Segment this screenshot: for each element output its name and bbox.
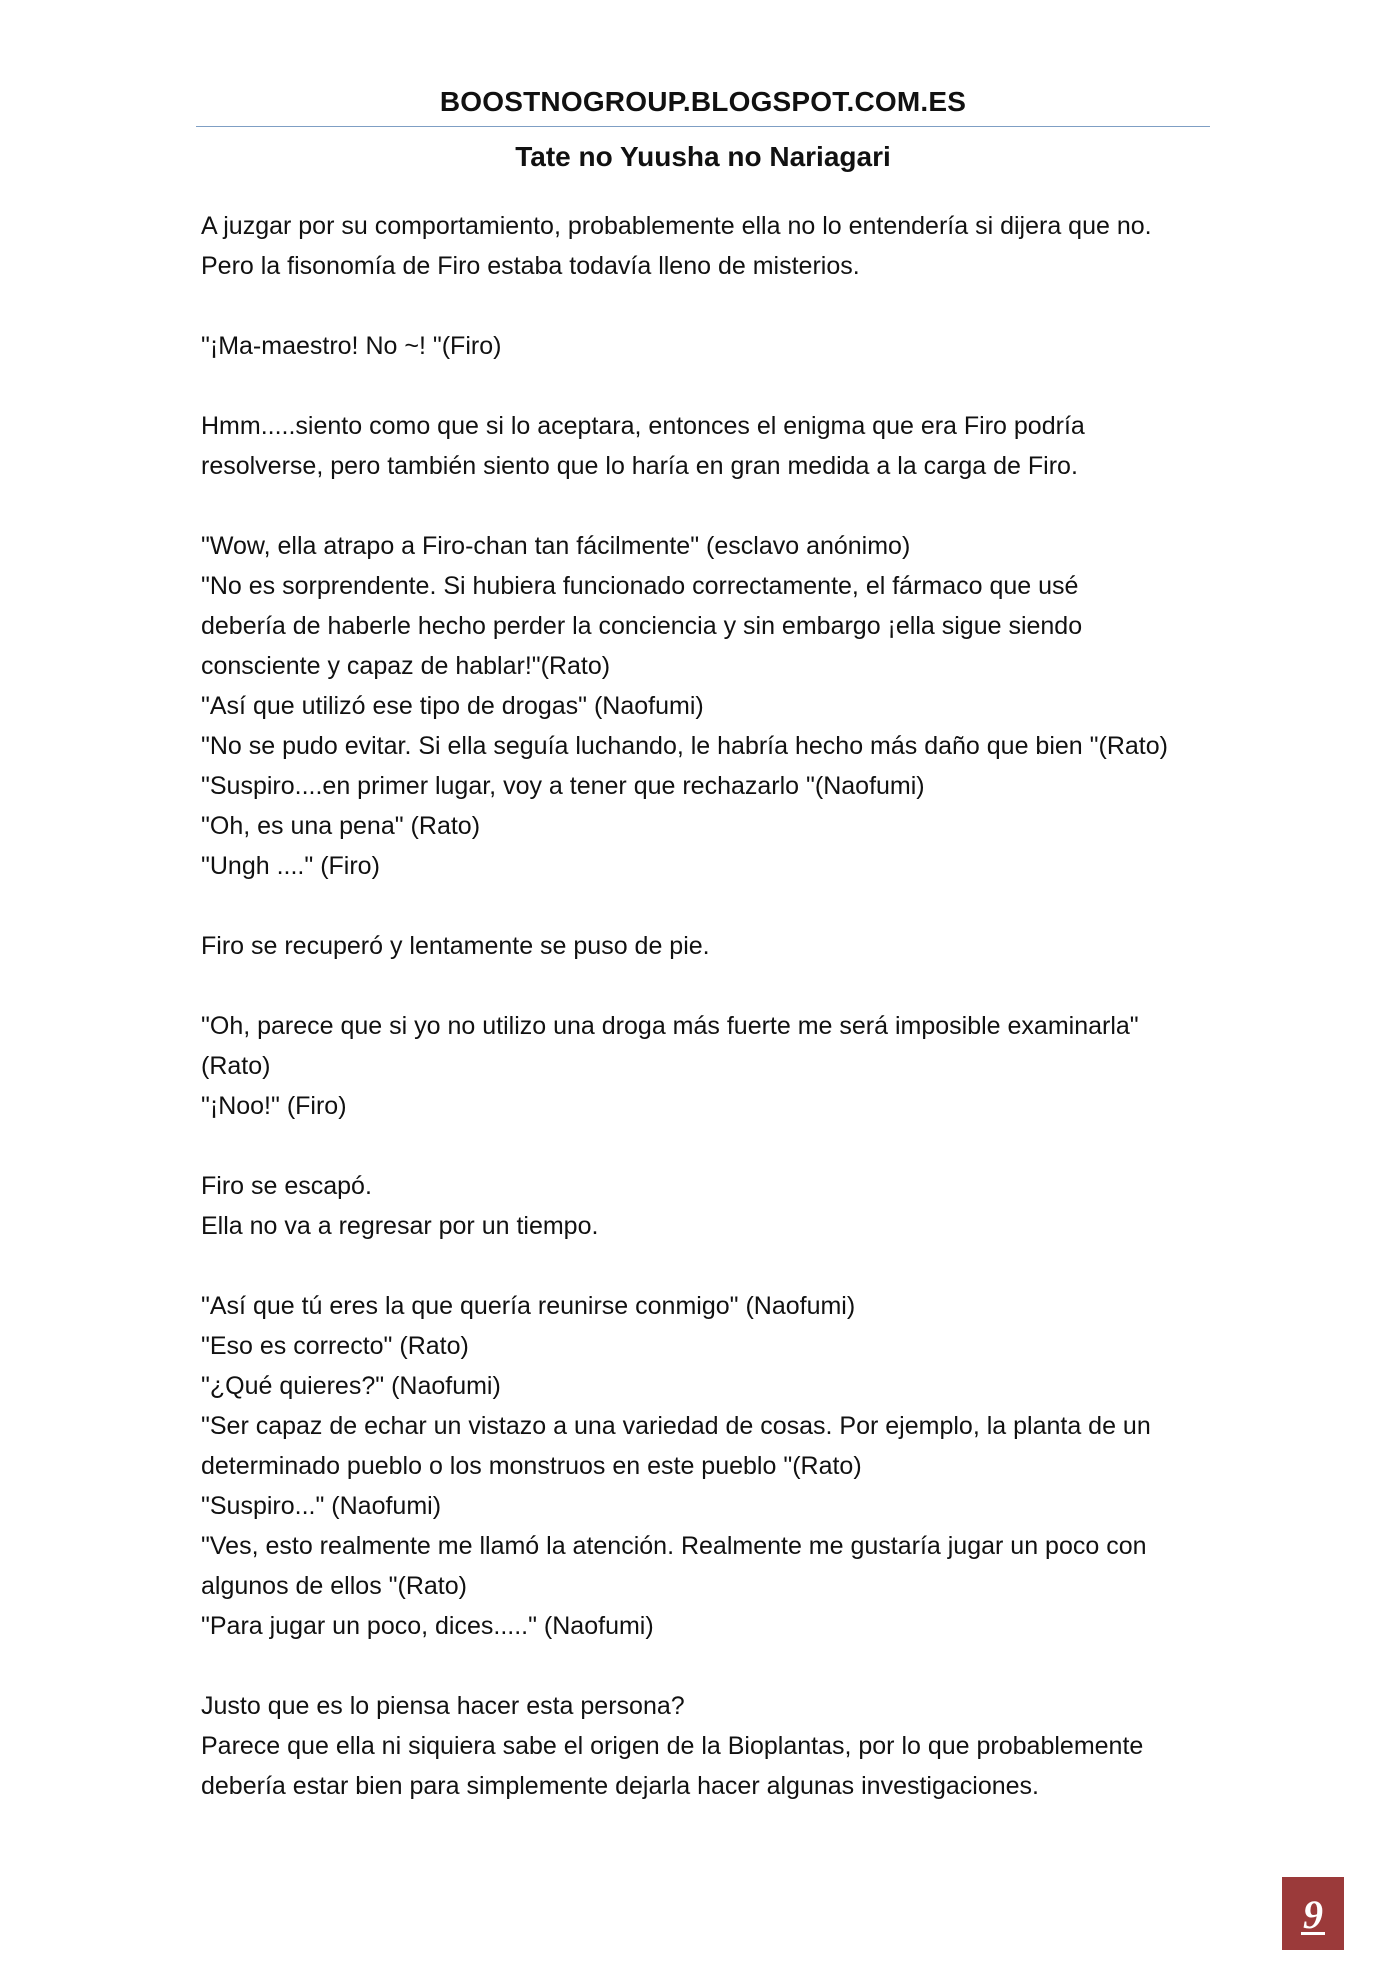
text-line: "Así que tú eres la que quería reunirse conmigo" (Naofumi): [201, 1292, 856, 1320]
text-line: "No es sorprendente. Si hubiera funcionado correctamente, el fármaco que usé: [201, 572, 1079, 600]
text-line: Parece que ella ni siquiera sabe el origen de la Bioplantas, por lo que probablemente: [201, 1732, 1144, 1760]
text-line: (Rato): [201, 1052, 271, 1080]
text-line: "Ungh ...." (Firo): [201, 852, 380, 880]
text-line: "¡Ma-maestro! No ~! "(Firo): [201, 332, 502, 360]
text-line: "Para jugar un poco, dices....." (Naofumi): [201, 1612, 654, 1640]
text-line: "Así que utilizó ese tipo de drogas" (Naofumi): [201, 692, 704, 720]
text-line: "Oh, parece que si yo no utilizo una droga más fuerte me será imposible examinarla": [201, 1012, 1139, 1040]
text-line: "¿Qué quieres?" (Naofumi): [201, 1372, 501, 1400]
text-line: algunos de ellos "(Rato): [201, 1572, 467, 1600]
blank-line: [201, 286, 1211, 326]
page-header: [196, 84, 1210, 175]
text-line: resolverse, pero también siento que lo haría en gran medida a la carga de Firo.: [201, 452, 1078, 480]
text-line: Ella no va a regresar por un tiempo.: [201, 1212, 599, 1240]
text-line: determinado pueblo o los monstruos en este pueblo "(Rato): [201, 1452, 862, 1480]
body-text: [201, 206, 1211, 1806]
text-line: "¡Noo!" (Firo): [201, 1092, 347, 1120]
text-line: "Oh, es una pena" (Rato): [201, 812, 481, 840]
page-number: 9: [1303, 1892, 1323, 1937]
text-line: Pero la fisonomía de Firo estaba todavía lleno de misterios.: [201, 252, 860, 280]
text-line: "Suspiro..." (Naofumi): [201, 1492, 442, 1520]
blank-line: [201, 1246, 1211, 1286]
blank-line: [201, 966, 1211, 1006]
blank-line: [201, 366, 1211, 406]
text-line: "Wow, ella atrapo a Firo-chan tan fácilmente" (esclavo anónimo): [201, 532, 911, 560]
text-line: "Ser capaz de echar un vistazo a una variedad de cosas. Por ejemplo, la planta de un: [201, 1412, 1151, 1440]
blank-line: [201, 1126, 1211, 1166]
text-line: debería de haberle hecho perder la conciencia y sin embargo ¡ella sigue siendo: [201, 612, 1083, 640]
blank-line: [201, 886, 1211, 926]
text-line: Hmm.....siento como que si lo aceptara, entonces el enigma que era Firo podría: [201, 412, 1085, 440]
page-number-box: [1282, 1877, 1344, 1950]
text-line: consciente y capaz de hablar!"(Rato): [201, 652, 611, 680]
text-line: Justo que es lo piensa hacer esta persona?: [201, 1692, 685, 1720]
blank-line: [201, 1646, 1211, 1686]
text-line: "Eso es correcto" (Rato): [201, 1332, 469, 1360]
text-line: debería estar bien para simplemente dejarla hacer algunas investigaciones.: [201, 1772, 1040, 1800]
text-line: "Suspiro....en primer lugar, voy a tener que rechazarlo "(Naofumi): [201, 772, 925, 800]
text-line: "No se pudo evitar. Si ella seguía luchando, le habría hecho más daño que bien "(Rato): [201, 732, 1168, 760]
blank-line: [201, 486, 1211, 526]
text-line: Firo se recuperó y lentamente se puso de pie.: [201, 932, 710, 960]
document-title: Tate no Yuusha no Nariagari: [515, 141, 891, 172]
text-line: A juzgar por su comportamiento, probablemente ella no lo entendería si dijera que no.: [201, 212, 1152, 240]
text-line: "Ves, esto realmente me llamó la atención. Realmente me gustaría jugar un poco con: [201, 1532, 1147, 1560]
site-name: BOOSTNOGROUP.BLOGSPOT.COM.ES: [196, 84, 1210, 127]
text-line: Firo se escapó.: [201, 1172, 372, 1200]
